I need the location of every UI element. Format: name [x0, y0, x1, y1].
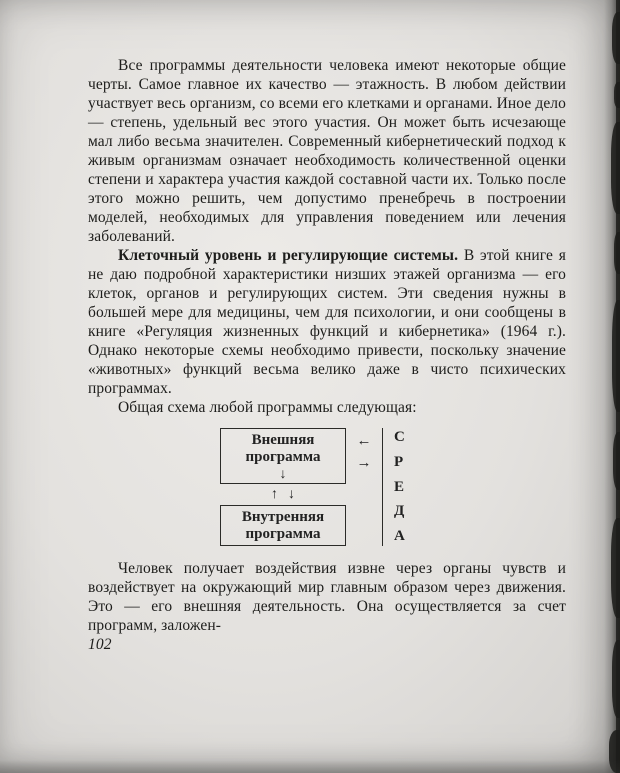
outer-program-box [220, 428, 346, 484]
paragraph-programs-overview [88, 56, 566, 246]
scan-edge-mark [609, 730, 620, 773]
inner-program-label-line1: Внутренняя [241, 509, 325, 525]
scan-edge-mark [614, 232, 620, 274]
scan-edge-mark [614, 82, 620, 108]
scan-edge-mark [613, 432, 620, 490]
paragraph-text: Человек получает воздействия извне через органы чувств и воздействует на окружающий мир главным образом через движения. Это — его внешняя деятельность. Она осуществляется за счет программ, заложен- [88, 560, 566, 634]
paragraph-text: В этой книге я не даю подробной характеристики низших этажей организма — его клеток, органов и регулирующих систем. Эти сведения нужны в большей мере для медицины, чем для психологии, и они сообщены в книге «Регуляция жизненных функций и кибернетика» (1964 г.). Однако некоторые схемы необходимо привести, поскольку значение «животных» функций весьма велико даже в чисто психических программах. [88, 247, 566, 397]
scan-edge-mark [612, 12, 620, 64]
program-scheme-diagram [220, 428, 409, 546]
environment-letter: Д [394, 503, 405, 520]
scan-edge-mark [612, 300, 620, 412]
paragraph-scheme-intro [88, 398, 566, 417]
environment-letter: С [394, 429, 405, 445]
inner-program-box [220, 505, 346, 546]
program-boxes-column [220, 428, 346, 546]
scan-edge-mark [612, 640, 620, 718]
up-arrow-icon: ↑ [271, 487, 278, 502]
outer-program-label-line1: Внешняя [251, 432, 315, 448]
scan-edge-mark [611, 518, 620, 618]
scan-edge-mark [611, 122, 620, 214]
paragraph-text: Общая схема любой программы следующая: [118, 399, 417, 416]
scan-bottom-edge-shadow [0, 760, 620, 773]
left-arrow-icon: ← [356, 433, 372, 449]
environment-letter: Е [394, 478, 405, 495]
outer-program-label-line2: программа [245, 449, 321, 465]
exchange-arrows [220, 484, 346, 505]
paragraph-bold-lead: Клеточный уровень и регулирующие системы. [118, 247, 459, 264]
page-text-block [88, 56, 566, 654]
environment-arrows [346, 428, 382, 546]
paragraph-text: Все программы деятельности человека имеют некоторые общие черты. Самое главное их качество — этажность. В любом действии участвует весь организм, со всеми его клетками и органами. Иное дело — степень, удельный вес этого участия. Он может быть исчезающе мал либо весьма значителен. Современный кибернетический подход к живым организмам означает необходимость количественной оценки степени и характера участия каждой составной части их. Только после этого можно решить, чем допустимо пренебречь в построении моделей, необходимых для управления поведением или лечения заболеваний. [88, 57, 566, 245]
down-arrow-icon: ↓ [288, 487, 295, 502]
environment-letter: Р [394, 453, 404, 470]
down-arrow-icon: ↓ [279, 467, 287, 482]
right-arrow-icon: → [356, 455, 372, 471]
paragraph-external-activity [88, 559, 566, 635]
page-number: 102 [88, 636, 112, 653]
environment-letter: А [394, 528, 405, 544]
paragraph-cell-level [88, 246, 566, 398]
environment-column [382, 428, 409, 546]
inner-program-label-line2: программа [245, 526, 321, 542]
